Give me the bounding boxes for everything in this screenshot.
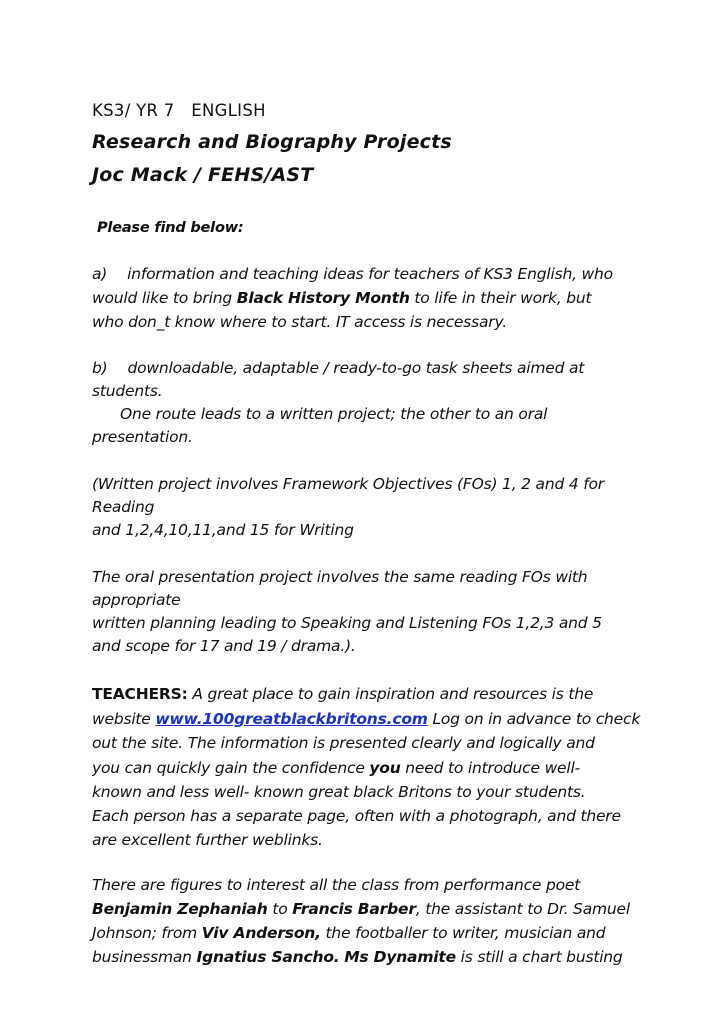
- figures-line-1: There are figures to interest all the class from performance poet: [92, 876, 581, 894]
- oral-note-line-1: The oral presentation project involves the same reading FOs with: [92, 568, 588, 586]
- figures-line-2: [92, 900, 630, 918]
- figures-text-3c: the footballer to writer, musician and: [320, 924, 606, 942]
- emphasis-you: you: [369, 759, 401, 777]
- course-heading: [92, 101, 266, 120]
- teachers-line-3: out the site. The information is presented clearly and logically and: [92, 734, 595, 752]
- document-title: Research and Biography Projects: [92, 131, 452, 153]
- black-history-month-text: Black History Month: [236, 289, 410, 307]
- item-a-line-3: who don_t know where to start. IT access is necessary.: [92, 313, 507, 331]
- document-author: Joc Mack / FEHS/AST: [92, 164, 314, 186]
- figures-text-3a: Johnson; from: [92, 924, 202, 942]
- item-a-text-2c: to life in their work, but: [409, 289, 592, 307]
- teachers-line-5: known and less well- known great black Britons to your students.: [92, 783, 586, 801]
- teachers-text-4a: you can quickly gain the confidence: [92, 759, 370, 777]
- website-link[interactable]: www.100greatblackbritons.com: [155, 710, 428, 728]
- item-a-line-1: [92, 265, 613, 283]
- oral-note-line-3: written planning leading to Speaking and Listening FOs 1,2,3 and 5: [92, 614, 602, 632]
- teachers-line-1: [92, 685, 593, 703]
- oral-note-line-4: and scope for 17 and 19 / drama.).: [92, 637, 356, 655]
- teachers-line-4: [92, 759, 580, 777]
- item-b-line-4: presentation.: [92, 428, 193, 446]
- teachers-text-2b: Log on in advance to check: [427, 710, 641, 728]
- written-note-line-1: (Written project involves Framework Objectives (FOs) 1, 2 and 4 for: [92, 475, 604, 493]
- item-b-text-1: downloadable, adaptable / ready-to-go task sheets aimed at: [127, 359, 585, 377]
- teachers-text-4c: need to introduce well-: [400, 759, 580, 777]
- teachers-text-2a: website: [92, 710, 156, 728]
- teachers-text-1: A great place to gain inspiration and resources is the: [187, 685, 594, 703]
- figures-text-4e: is still a chart busting: [455, 948, 623, 966]
- figures-text-2d: , the assistant to Dr. Samuel: [415, 900, 630, 918]
- item-b-line-3: One route leads to a written project; the other to an oral: [120, 405, 548, 423]
- figures-line-3: [92, 924, 605, 942]
- item-a-text-2a: would like to bring: [92, 289, 237, 307]
- teachers-line-6: Each person has a separate page, often with a photograph, and there: [92, 807, 621, 825]
- item-a-line-2: [92, 289, 591, 307]
- teachers-line-2: [92, 710, 640, 728]
- written-note-line-2: Reading: [92, 498, 155, 516]
- name-benjamin-zephaniah: Benjamin Zephaniah: [92, 900, 268, 918]
- teachers-line-7: are excellent further weblinks.: [92, 831, 323, 849]
- figures-line-4: [92, 948, 623, 966]
- name-francis-barber: Francis Barber: [292, 900, 416, 918]
- course-code: KS3/ YR 7: [92, 101, 175, 120]
- name-ms-dynamite: Ms Dynamite: [344, 948, 456, 966]
- figures-text-4a: businessman: [92, 948, 197, 966]
- written-note-line-3: and 1,2,4,10,11,and 15 for Writing: [92, 521, 354, 539]
- item-a-marker: a): [92, 265, 108, 283]
- intro-text: Please find below:: [97, 220, 244, 236]
- figures-text-2b: to: [267, 900, 293, 918]
- name-ignatius-sancho: Ignatius Sancho.: [196, 948, 340, 966]
- subject-label: ENGLISH: [191, 101, 266, 120]
- oral-note-line-2: appropriate: [92, 591, 181, 609]
- item-b-line-2: students.: [92, 382, 163, 400]
- teachers-label: TEACHERS:: [92, 685, 188, 703]
- name-viv-anderson: Viv Anderson,: [201, 924, 321, 942]
- item-b-line-1: [92, 359, 584, 377]
- item-b-marker: b): [92, 359, 108, 377]
- item-a-text-1: information and teaching ideas for teachers of KS3 English, who: [127, 265, 613, 283]
